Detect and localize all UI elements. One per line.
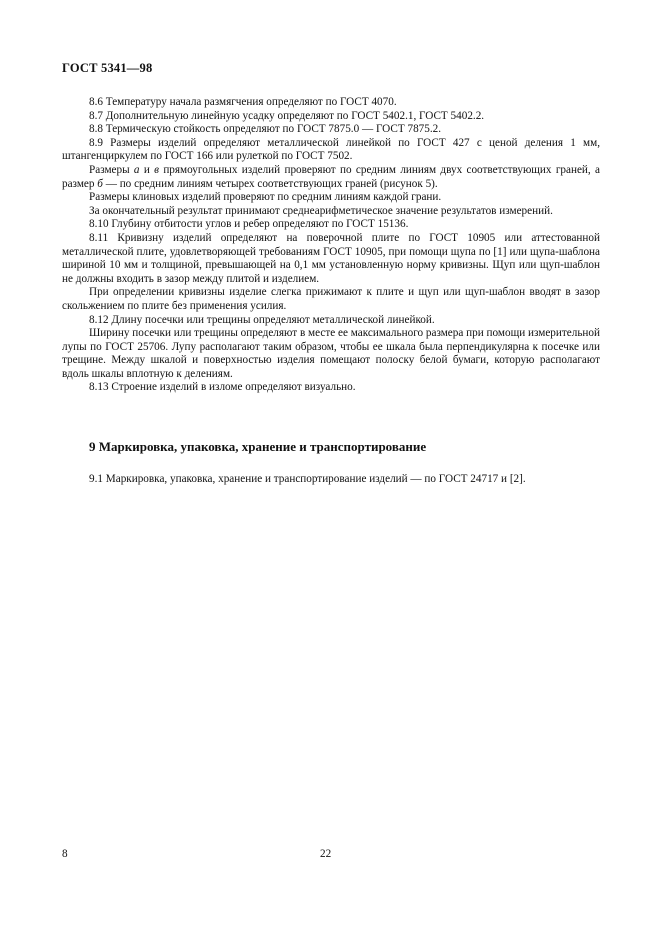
- document-header: ГОСТ 5341—98: [62, 61, 153, 75]
- text-run: и: [139, 163, 155, 176]
- text-run: — по средним линиям четырех соответствующих граней (рисунок 5).: [102, 177, 438, 190]
- paragraph-8-11: 8.11 Кривизну изделий определяют на поверочной плите по ГОСТ 10905 или аттестованной металлической плите, удовлетворяющей требованиям ГОСТ 10905, при помощи щупа по [1] или щупа-шаблона шириной 10 мм и толщиной, превышающей на 0,1 мм установленную норму кривизны. Щуп или щуп-шаблон не должны входить в зазор между плитой и изделием.: [62, 231, 600, 285]
- paragraph-8-12: 8.12 Длину посечки или трещины определяют металлической линейкой.: [89, 313, 435, 326]
- dimension-a: а: [133, 163, 140, 176]
- paragraph-8-9-wedge: Размеры клиновых изделий проверяют по средним линиям каждой грани.: [89, 191, 442, 204]
- paragraph-8-9-rectangular: [62, 164, 600, 191]
- paragraph-8-11-method: При определении кривизны изделие слегка прижимают к плите и щуп или щуп-шаблон вводят в зазор скольжением по плите без применения усилия.: [62, 286, 600, 312]
- section-9-title: 9 Маркировка, упаковка, хранение и транспортирование: [89, 439, 427, 454]
- paragraph-8-9: 8.9 Размеры изделий определяют металлической линейкой по ГОСТ 427 с ценой деления 1 мм, штангенциркулем по ГОСТ 166 или рулеткой по ГОСТ 7502.: [62, 136, 600, 163]
- sheet-number: 22: [320, 848, 332, 860]
- document-body: [62, 96, 600, 395]
- dimension-v: в: [154, 163, 159, 176]
- paragraph-8-12-width: Ширину посечки или трещины определяют в месте ее максимального размера при помощи измерительной лупы по ГОСТ 25706. Лупу располагают таким образом, чтобы ее шкала была перпендикулярна к посечке или трещине. Между шкалой и поверхностью изделия помещают полоску белой бумаги, которую располагают вдоль шкалы вплотную к делениям.: [62, 327, 600, 380]
- paragraph-8-8: 8.8 Термическую стойкость определяют по ГОСТ 7875.0 — ГОСТ 7875.2.: [89, 123, 442, 136]
- paragraph-8-6: 8.6 Температуру начала размягчения определяют по ГОСТ 4070.: [89, 96, 397, 108]
- text-run: прямоугольных изделий проверяют по средним линиям двух соответствующих граней, а размер: [62, 163, 600, 190]
- text-run: Размеры: [89, 163, 134, 176]
- page-number: 8: [62, 848, 68, 860]
- paragraph-9-1: 9.1 Маркировка, упаковка, хранение и транспортирование изделий — по ГОСТ 24717 и [2].: [89, 473, 526, 485]
- paragraph-8-7: 8.7 Дополнительную линейную усадку определяют по ГОСТ 5402.1, ГОСТ 5402.2.: [89, 109, 485, 122]
- paragraph-8-9-result: За окончательный результат принимают среднеарифметическое значение результатов измерений.: [89, 204, 553, 217]
- section-9-body: [62, 473, 600, 487]
- paragraph-8-10: 8.10 Глубину отбитости углов и ребер определяют по ГОСТ 15136.: [89, 218, 409, 231]
- dimension-b: б: [97, 177, 103, 190]
- paragraph-8-13: 8.13 Строение изделий в изломе определяют визуально.: [89, 381, 356, 394]
